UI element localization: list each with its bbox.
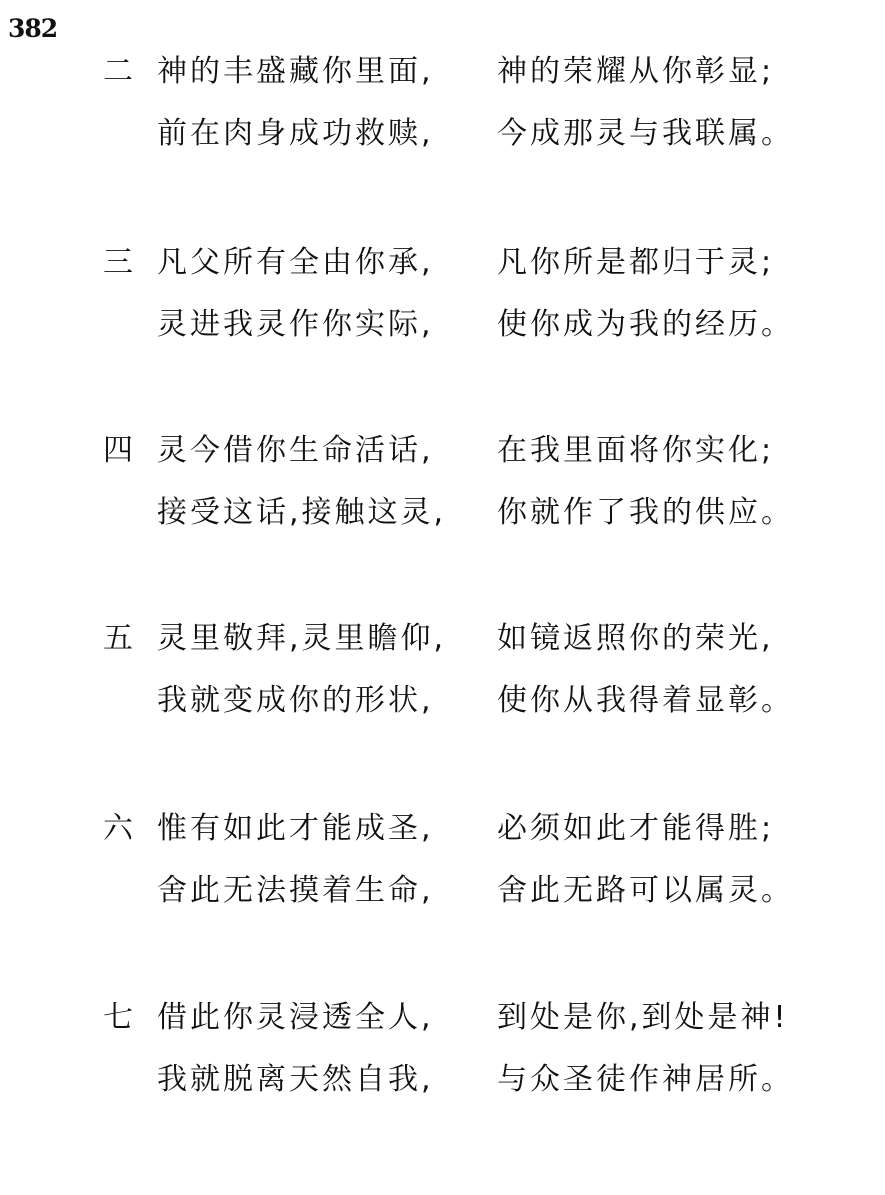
stanza-line — [0, 619, 885, 681]
line-right-text: 舍此无路可以属灵。 — [497, 873, 794, 908]
line-right-text: 神的荣耀从你彰显; — [497, 54, 775, 89]
stanza-2 — [0, 52, 885, 176]
stanza-number: 二 — [103, 54, 133, 89]
page-number: 382 — [8, 14, 58, 43]
line-right-text: 如镜返照你的荣光, — [497, 621, 774, 656]
stanza-5 — [0, 619, 885, 743]
stanza-6 — [0, 809, 885, 933]
stanza-line — [0, 1060, 885, 1122]
stanza-line — [0, 243, 885, 305]
stanza-line — [0, 809, 885, 871]
line-right-text: 与众圣徒作神居所。 — [497, 1062, 794, 1097]
stanza-line — [0, 871, 885, 933]
line-left-text: 我就变成你的形状, — [157, 683, 434, 718]
line-left-text: 神的丰盛藏你里面, — [157, 54, 434, 89]
line-left-text: 前在肉身成功救赎, — [157, 116, 434, 151]
stanza-number: 六 — [103, 811, 133, 846]
line-left-text: 惟有如此才能成圣, — [157, 811, 434, 846]
stanza-4 — [0, 431, 885, 555]
line-right-text: 使你从我得着显彰。 — [497, 683, 794, 718]
stanza-line — [0, 114, 885, 176]
stanza-line — [0, 493, 885, 555]
stanza-line — [0, 998, 885, 1060]
line-left-text: 凡父所有全由你承, — [157, 245, 434, 280]
stanza-line — [0, 52, 885, 114]
stanza-number: 三 — [103, 245, 133, 280]
stanza-line — [0, 431, 885, 493]
line-left-text: 接受这话,接触这灵, — [157, 495, 447, 530]
line-right-text: 你就作了我的供应。 — [497, 495, 794, 530]
line-right-text: 今成那灵与我联属。 — [497, 116, 794, 151]
stanza-number: 五 — [103, 621, 133, 656]
line-left-text: 我就脱离天然自我, — [157, 1062, 434, 1097]
stanza-3 — [0, 243, 885, 367]
stanza-line — [0, 681, 885, 743]
stanza-7 — [0, 998, 885, 1122]
line-left-text: 灵里敬拜,灵里瞻仰, — [157, 621, 447, 656]
line-right-text: 凡你所是都归于灵; — [497, 245, 775, 280]
line-right-text: 必须如此才能得胜; — [497, 811, 775, 846]
line-right-text: 使你成为我的经历。 — [497, 307, 794, 342]
line-left-text: 借此你灵浸透全人, — [157, 1000, 434, 1035]
line-right-text: 到处是你,到处是神! — [497, 1000, 789, 1035]
line-left-text: 舍此无法摸着生命, — [157, 873, 434, 908]
stanza-number: 四 — [103, 433, 133, 468]
stanza-number: 七 — [103, 1000, 133, 1035]
stanza-line — [0, 305, 885, 367]
line-right-text: 在我里面将你实化; — [497, 433, 775, 468]
line-left-text: 灵今借你生命活话, — [157, 433, 434, 468]
line-left-text: 灵进我灵作你实际, — [157, 307, 434, 342]
